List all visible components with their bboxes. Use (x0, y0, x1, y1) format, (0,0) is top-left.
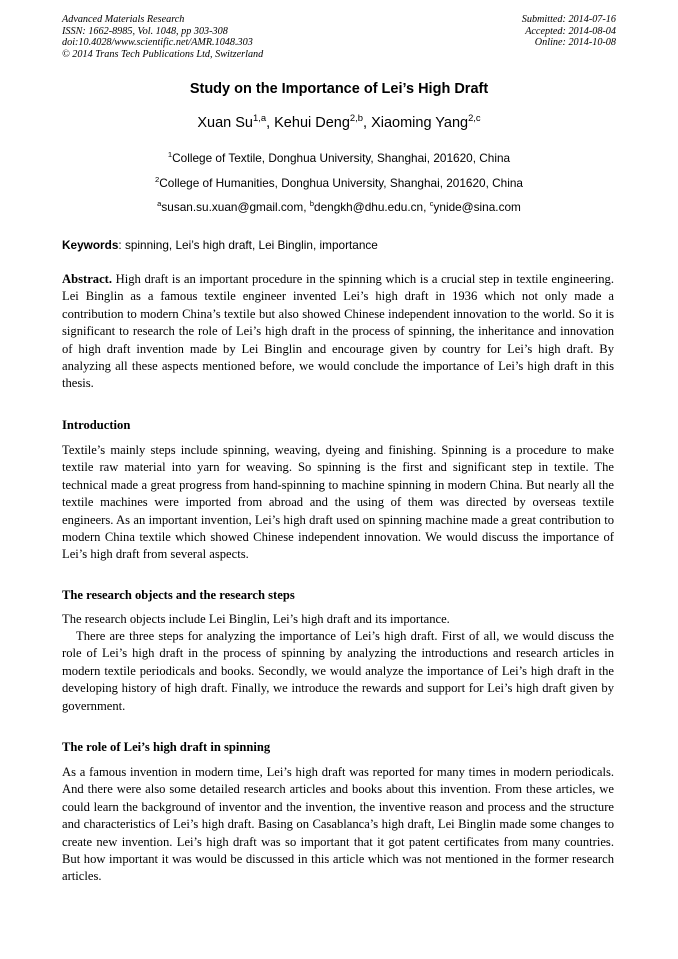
keywords (62, 238, 618, 252)
affiliation-1 (0, 151, 678, 165)
abstract-label: Abstract. (62, 272, 113, 286)
section-heading-introduction: Introduction (62, 418, 131, 432)
author-name: Xiaoming Yang (371, 115, 469, 131)
research-paragraph-1: The research objects include Lei Binglin, Lei’s high draft and its importance. (62, 612, 450, 626)
author-name: Kehui Deng (274, 115, 350, 131)
submitted-date: Submitted: 2014-07-16 (521, 14, 616, 25)
journal-issn: ISSN: 1662-8985, Vol. 1048, pp 303-308 (62, 25, 228, 37)
affiliation-text: College of Humanities, Donghua University, Shanghai, 201620, China (159, 176, 523, 190)
email-sup: c (429, 199, 434, 209)
email-link[interactable]: dengkh@dhu.edu.cn, (314, 200, 430, 214)
affiliation-2 (0, 176, 678, 190)
author-separator: , (266, 115, 275, 131)
paper-title: Study on the Importance of Lei’s High Draft (189, 81, 489, 97)
author-sup: 2,b (349, 112, 363, 124)
email-link[interactable]: susan.su.xuan@gmail.com, (161, 200, 310, 214)
author-sup: 2,c (468, 112, 481, 124)
introduction-paragraph: Textile’s mainly steps include spinning, weaving, dyeing and finishing. Spinning is a procedure to make textile raw material into yarn for weaving. So spinning is the first and significant step in textile. The technical made a great progress from hand-spinning to machine spinning in modern China. But nearly all the textile machines were imported from abroad and the using of them was directed by overseas textile engineers. As an important invention, Lei’s high draft used on spinning machine made a great contribution to modern China textile which showed Chinese independent innovation. We would discuss the importance of Lei’s high draft from several aspects. (62, 443, 614, 562)
abstract (62, 271, 614, 393)
abstract-text: High draft is an important procedure in the spinning which is a crucial step in textile engineering. Lei Binglin as a famous textile engineer invented Lei’s high draft in 1936 which not only made a contribution to modern China’s textile but also showed Chinese independent innovation to the world. So it is significant to research the role of Lei’s high draft in the process of spinning, the inheritance and innovation of high draft invention made by Lei Binglin and encourage given by country for Lei’s high draft. By analyzing all these aspects mentioned before, we would conclude the importance of Lei’s high draft in this thesis. (62, 272, 614, 391)
section-heading-research: The research objects and the research steps (62, 588, 295, 602)
role-paragraph: As a famous invention in modern time, Lei’s high draft was reported for many times in modern periodicals. And there were also some detailed research articles and books about this invention. From these articles, we could learn the background of inventor and the invention, the inventive reason and process and the structure and characteristics of Lei’s high draft. Basing on Casablanca’s high draft, Lei Binglin made some changes to create new invention. Lei’s high draft was so important that it got patent certificates from many countries. But how important it was would be discussed in this article which was not mentioned in the former research articles. (62, 765, 614, 884)
journal-doi[interactable]: doi:10.4028/www.scientific.net/AMR.1048.303 (62, 37, 253, 49)
research-paragraph-2: There are three steps for analyzing the importance of Lei’s high draft. First of all, we would discuss the role of Lei’s high draft in the process of spinning by analyzing the introductions and research articles in modern textile periodicals and books. Secondly, we would analyze the importance of Lei’s high draft in the developing history of high draft. Finally, we introduce the rewards and support for Lei’s high draft given by government. (62, 629, 614, 713)
journal-copyright: © 2014 Trans Tech Publications Ltd, Switzerland (62, 48, 264, 60)
email-sup: a (157, 199, 162, 209)
author-separator: , (363, 115, 372, 131)
affiliation-sup: 2 (154, 175, 160, 185)
author-emails (0, 200, 678, 214)
author-list (0, 112, 678, 131)
author-sup: 1,a (253, 112, 267, 124)
affiliation-sup: 1 (167, 150, 173, 160)
journal-info (62, 14, 263, 60)
affiliation-text: College of Textile, Donghua University, Shanghai, 201620, China (172, 151, 511, 165)
keywords-text: : spinning, Lei’s high draft, Lei Binglin, importance (118, 238, 378, 252)
email-link[interactable]: ynide@sina.com (433, 200, 521, 214)
publication-dates (522, 14, 616, 49)
keywords-label: Keywords (62, 238, 119, 252)
author-name: Xuan Su (197, 115, 253, 131)
online-date: Online: 2014-10-08 (534, 37, 616, 49)
section-heading-role: The role of Lei’s high draft in spinning (62, 740, 271, 754)
accepted-date: Accepted: 2014-08-04 (525, 25, 616, 37)
journal-name: Advanced Materials Research (62, 14, 185, 25)
email-sup: b (309, 199, 315, 209)
